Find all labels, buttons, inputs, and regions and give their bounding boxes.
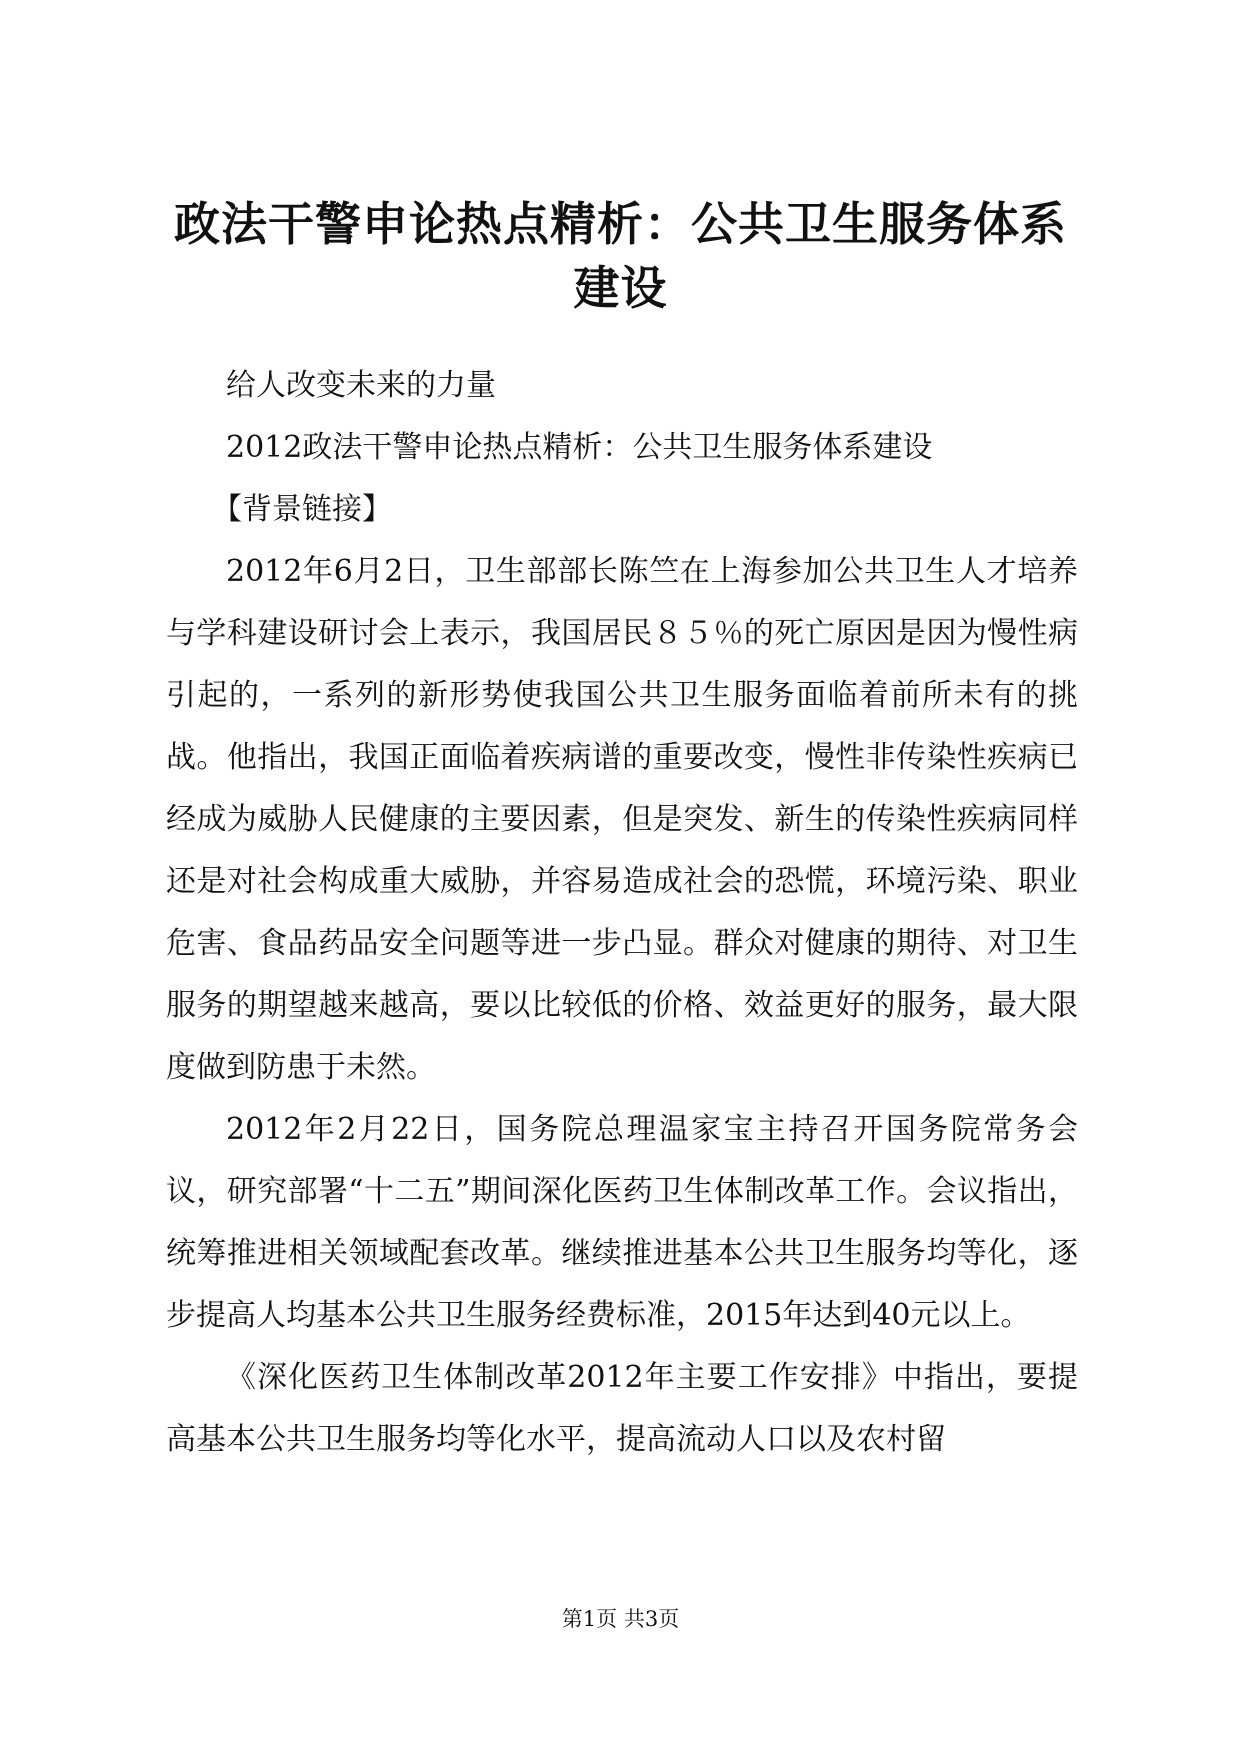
section-heading: 【背景链接】	[212, 492, 392, 527]
document-body	[166, 355, 1078, 1471]
subtitle-line: 2012政法干警申论热点精析：公共卫生服务体系建设	[226, 430, 933, 465]
slogan-line: 给人改变未来的力量	[226, 368, 496, 403]
page-number-footer: 第1页 共3页	[561, 1607, 680, 1631]
paragraph-1: 2012年6月2日，卫生部部长陈竺在上海参加公共卫生人才培养与学科建设研讨会上表示，我国居民８５％的死亡原因是因为慢性病引起的，一系列的新形势使我国公共卫生服务面临着前所未有的挑战。他指出，我国正面临着疾病谱的重要改变，慢性非传染性疾病已经成为威胁人民健康的主要因素，但是突发、新生的传染性疾病同样还是对社会构成重大威胁，并容易造成社会的恐慌，环境污染、职业危害、食品药品安全问题等进一步凸显。群众对健康的期待、对卫生服务的期望越来越高，要以比较低的价格、效益更好的服务，最大限度做到防患于未然。	[166, 554, 1078, 1085]
paragraph-3: 《深化医药卫生体制改革2012年主要工作安排》中指出，要提高基本公共卫生服务均等化水平，提高流动人口以及农村留	[166, 1360, 1078, 1457]
document-title: 政法干警申论热点精析：公共卫生服务体系建设	[174, 197, 1067, 315]
paragraph-2: 2012年2月22日，国务院总理温家宝主持召开国务院常务会议，研究部署“十二五”期间深化医药卫生体制改革工作。会议指出，统筹推进相关领域配套改革。继续推进基本公共卫生服务均等化，逐步提高人均基本公共卫生服务经费标准，2015年达到40元以上。	[166, 1112, 1078, 1333]
